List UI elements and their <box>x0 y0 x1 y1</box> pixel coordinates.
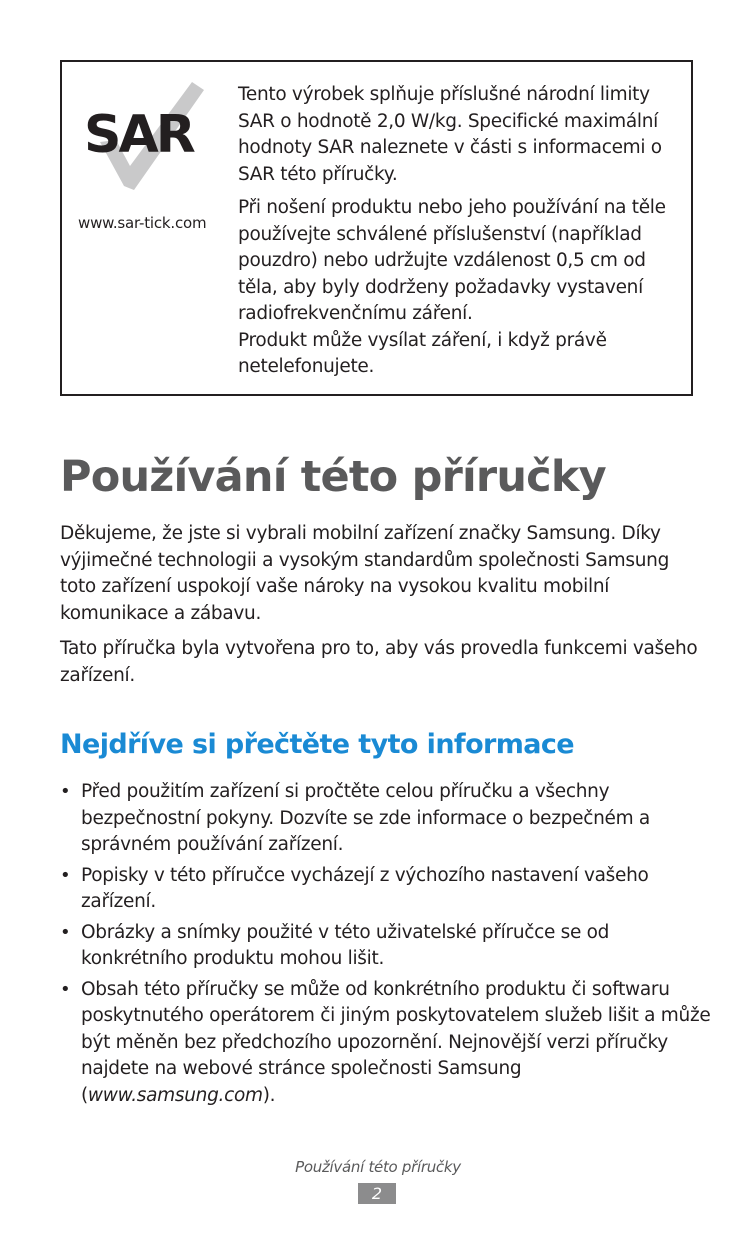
bullet-text-end: ). <box>262 1084 276 1106</box>
bullet-text: Před použitím zařízení si pročtěte celou příručku a všechny bezpečnostní pokyny. Dozvíte se zde informace o bezpečném a správném používání zařízení. <box>81 781 650 855</box>
bullet-text: Obsah této příručky se může od konkrétního produktu či softwaru poskytnutého operátorem či jiným poskytovatelem služeb lišit a může být měněn bez předchozího upozornění. Nejnovější verzi příručky najdete na webové stránce společnosti Samsung ( <box>81 978 711 1106</box>
page-title: Používání této příručky <box>60 452 606 502</box>
sar-url: www.sar-tick.com <box>78 214 207 232</box>
sar-notice-box <box>60 60 693 396</box>
bullet-icon: • <box>60 921 71 943</box>
intro-paragraph-2: Tato příručka byla vytvořena pro to, aby vás provedla funkcemi vašeho zařízení. <box>60 638 698 686</box>
bullet-text: Obrázky a snímky použité v této uživatelské příručce se od konkrétního produktu mohou lišit. <box>81 921 610 969</box>
intro-text <box>60 521 710 698</box>
sar-paragraph-1: Tento výrobek splňuje příslušné národní limity SAR o hodnotě 2,0 W/kg. Specifické maximální hodnoty SAR naleznete v části s informacemi o SAR této příručky. <box>238 84 662 185</box>
bullet-item <box>60 920 720 973</box>
section-heading: Nejdříve si přečtěte tyto informace <box>60 729 575 760</box>
intro-paragraph-1: Děkujeme, že jste si vybrali mobilní zařízení značky Samsung. Díky výjimečné technologii a vysokým standardům společnosti Samsung toto zařízení uspokojí vaše nároky na vysokou kvalitu mobilní komunikace a zábavu. <box>60 523 670 624</box>
bullet-item <box>60 863 720 916</box>
footer-section-label: Používání této příručky <box>295 1158 461 1176</box>
sar-tick-logo <box>80 78 220 198</box>
samsung-link[interactable]: www.samsung.com <box>87 1084 263 1106</box>
sar-logo-text: SAR <box>84 105 193 165</box>
bullet-item <box>60 779 720 859</box>
bullet-icon: • <box>60 864 71 886</box>
sar-text <box>238 82 688 381</box>
page-number-badge: 2 <box>358 1183 396 1204</box>
bullet-list <box>60 779 720 1113</box>
sar-paragraph-3: Produkt může vysílat záření, i když právě netelefonujete. <box>238 329 607 377</box>
sar-paragraph-2: Při nošení produktu nebo jeho používání na těle používejte schválené příslušenství (například pouzdro) nebo udržujte vzdálenost 0,5 cm od těla, aby byly dodrženy požadavky vystavení radiofrekvenčnímu záření. <box>238 197 666 324</box>
bullet-icon: • <box>60 781 71 802</box>
bullet-icon: • <box>60 978 71 1000</box>
bullet-text: Popisky v této příručce vycházejí z výchozího nastavení vašeho zařízení. <box>81 864 649 912</box>
bullet-item <box>60 977 720 1110</box>
